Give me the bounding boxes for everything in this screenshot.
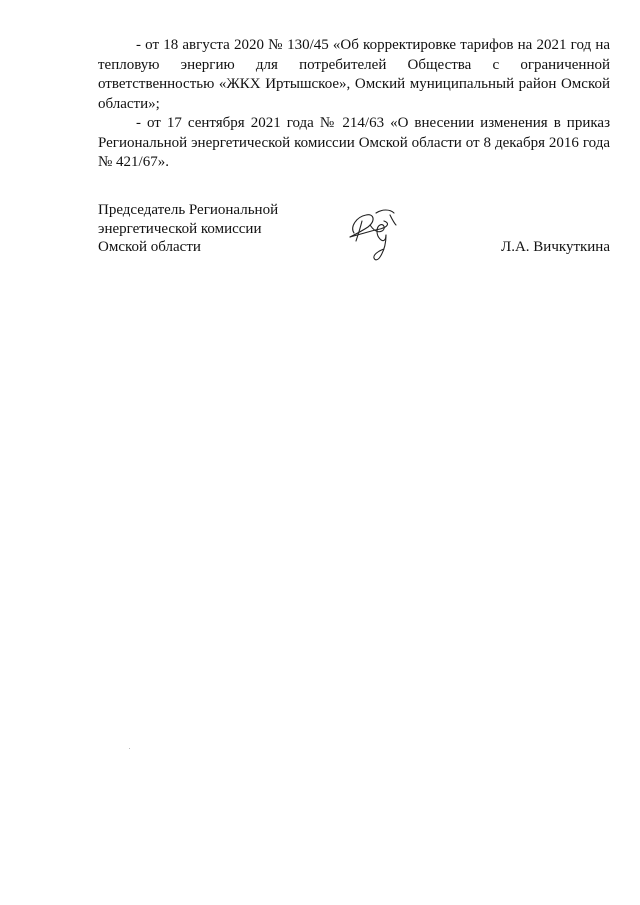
order-reference-paragraph-2: - от 17 сентября 2021 года № 214/63 «О внесении изменения в приказ Региональной энергетической комиссии Омской области от 8 декабря 2016 года № 421/67».: [98, 115, 610, 170]
signature-block: [98, 201, 610, 271]
document-body: [98, 36, 610, 173]
signatory-title-line: Омской области: [98, 239, 201, 255]
scan-artifact: [129, 748, 130, 749]
order-reference-paragraph-1: - от 18 августа 2020 № 130/45 «Об корректировке тарифов на 2021 год на тепловую энергию для потребителей Общества с ограниченной ответственностью «ЖКХ Иртышское», Омский муниципальный район Омской области»;: [98, 37, 610, 112]
signatory-title-line: Председатель Региональной: [98, 202, 279, 218]
signatory-name: Л.А. Вичкуткина: [501, 239, 610, 255]
signatory-title-line: энергетической комиссии: [98, 220, 262, 237]
handwritten-signature: [340, 201, 402, 263]
signatory-title: [98, 201, 278, 257]
